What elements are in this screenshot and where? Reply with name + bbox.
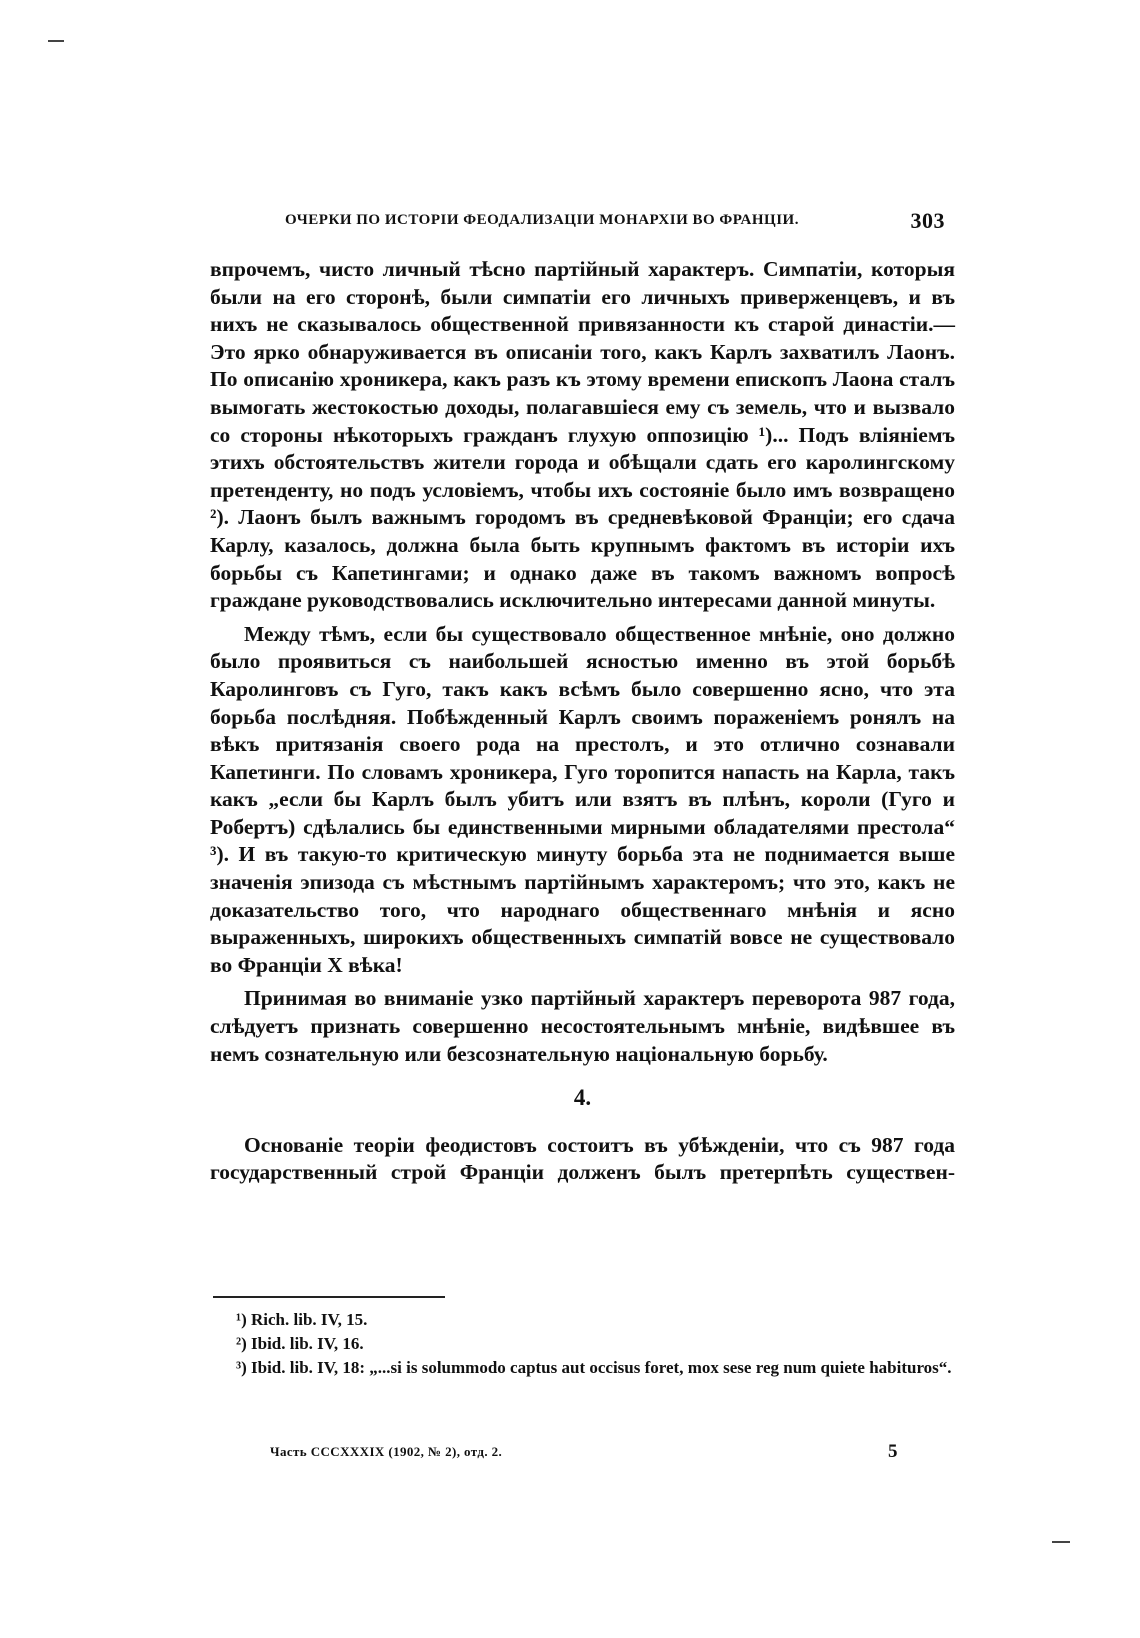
footnotes <box>236 1308 956 1380</box>
paragraph-1: впрочемъ, чисто личный тѣсно партійный характеръ. Симпатіи, которыя были на его сторонѣ, были симпатіи его личныхъ приверженцевъ, и въ нихъ не сказывалось общественной привязанности къ старой династіи.—Это ярко обнаруживается въ описаніи того, какъ Карлъ захватилъ Лаонъ. По описанію хроникера, какъ разъ къ этому времени епископъ Лаона сталъ вымогать жестокостью доходы, полагавшіеся ему съ земель, что и вызвало со стороны нѣкоторыхъ гражданъ глухую оппозицію ¹)... Подъ вліяніемъ этихъ обстоятельствъ жители города и обѣщали сдать его каролингскому претенденту, но подъ условіемъ, чтобы ихъ состояніе было имъ возвращено ²). Лаонъ былъ важнымъ городомъ въ средневѣковой Франціи; его сдача Карлу, казалось, должна была быть крупнымъ фактомъ въ исторіи ихъ борьбы съ Капетингами; и однако даже въ такомъ важномъ вопросѣ граждане руководствовались исключительно интересами данной минуты. <box>210 257 955 613</box>
footnote-2: ²) Ibid. lib. IV, 16. <box>236 1334 364 1353</box>
page-number: 303 <box>910 208 945 233</box>
footnote-rule <box>213 1296 445 1298</box>
scan-mark-bottom-right <box>1052 1541 1070 1543</box>
sheet-number: 5 <box>888 1441 898 1462</box>
section-paragraph: Основаніе теоріи феодистовъ состоитъ въ убѣжденіи, что съ 987 года государственный строй Франціи долженъ былъ претерпѣть существен- <box>210 1132 955 1185</box>
footnote-3: ³) Ibid. lib. IV, 18: „...si is solummodo captus aut occisus foret, mox sese reg num quiete habituros“. <box>236 1358 952 1377</box>
paragraph-3: Принимая во вниманіе узко партійный характеръ переворота 987 года, слѣдуетъ признать совершенно несостоятельнымъ мнѣніе, видѣвшее въ немъ сознательную или безсознательную національную борьбу. <box>210 986 955 1066</box>
scan-mark-top-left <box>48 40 64 42</box>
running-title: ОЧЕРКИ ПО ИСТОРІИ ФЕОДАЛИЗАЦІИ МОНАРХІИ ВО ФРАНЦІИ. <box>285 212 799 228</box>
sheet-signature: Часть CCCXXXIX (1902, № 2), отд. 2. <box>270 1444 503 1459</box>
body-text <box>210 256 955 1193</box>
section-number: 4. <box>573 1085 592 1111</box>
paragraph-2: Между тѣмъ, если бы существовало общественное мнѣніе, оно должно было проявиться съ наибольшей ясностью именно въ этой борьбѣ Каролинговъ съ Гуго, такъ какъ всѣмъ было совершенно ясно, что эта борьба послѣдняя. Побѣжденный Карлъ своимъ пораженіемъ ронялъ на вѣкъ притязанія своего рода на престолъ, и это отлично сознавали Капетинги. По словамъ хроникера, Гуго торопится напасть на Карла, такъ какъ „если бы Карлъ былъ убитъ или взятъ въ плѣнъ, короли (Гуго и Робертъ) сдѣлались бы единственными мирными обладателями престола“ ³). И въ такую-то критическую минуту борьба эта не поднимается выше значенія эпизода съ мѣстнымъ партійнымъ характеромъ; что это, какъ не доказательство того, что народнаго общественнаго мнѣнія и ясно выраженныхъ, широкихъ общественныхъ симпатій вовсе не существовало во Франціи X вѣка! <box>210 621 955 977</box>
footnote-1: ¹) Rich. lib. IV, 15. <box>236 1310 368 1329</box>
